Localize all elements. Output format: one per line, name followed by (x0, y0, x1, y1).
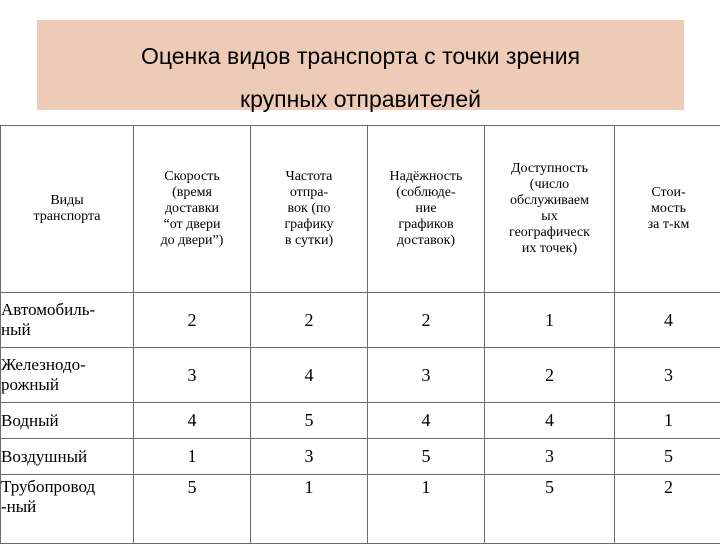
row-label-auto: Автомобиль- ный (1, 293, 134, 348)
header-label: Скорость (время доставки “от двери до двери”) (161, 169, 224, 249)
header-cost (615, 126, 720, 293)
row-label-pipeline: Трубопровод -ный (1, 475, 134, 544)
title-line-2: крупных отправителей (37, 86, 684, 113)
header-row (1, 126, 720, 293)
header-accessibility (485, 126, 615, 293)
header-label: Надёжность (соблюде- ние графиков доставок) (390, 169, 463, 249)
table-cell: 2 (134, 293, 251, 348)
table-cell: 5 (134, 475, 251, 544)
table-cell: 4 (134, 403, 251, 439)
row-label-air: Воздушный (1, 439, 134, 475)
header-reliability (368, 126, 485, 293)
table-row (1, 403, 720, 439)
table-cell: 4 (615, 293, 720, 348)
table-cell: 2 (368, 293, 485, 348)
table-cell: 5 (251, 403, 368, 439)
table-row (1, 475, 720, 544)
table-cell: 1 (615, 403, 720, 439)
table-cell: 5 (485, 475, 615, 544)
table-row (1, 293, 720, 348)
table-cell: 4 (485, 403, 615, 439)
table-cell: 2 (485, 348, 615, 403)
transport-comparison-table (0, 125, 720, 544)
table-cell: 4 (368, 403, 485, 439)
table-cell: 5 (615, 439, 720, 475)
table-cell: 1 (368, 475, 485, 544)
table-cell: 2 (615, 475, 720, 544)
title-line-1: Оценка видов транспорта с точки зрения (37, 43, 684, 70)
table-cell: 3 (134, 348, 251, 403)
table-cell: 4 (251, 348, 368, 403)
header-frequency (251, 126, 368, 293)
table-cell: 3 (485, 439, 615, 475)
table-cell: 1 (134, 439, 251, 475)
header-label: Стои- мость за т-км (648, 185, 690, 233)
header-label: Виды транспорта (33, 193, 100, 225)
title-banner (37, 20, 684, 110)
header-speed (134, 126, 251, 293)
table-cell: 1 (485, 293, 615, 348)
table-cell: 3 (615, 348, 720, 403)
table-cell: 1 (251, 475, 368, 544)
header-label: Частота отпра- вок (по графику в сутки) (284, 169, 333, 249)
table-cell: 2 (251, 293, 368, 348)
row-label-water: Водный (1, 403, 134, 439)
row-label-rail: Железнодо- рожный (1, 348, 134, 403)
table-cell: 3 (368, 348, 485, 403)
header-transport-types (1, 126, 134, 293)
table-cell: 3 (251, 439, 368, 475)
table-cell: 5 (368, 439, 485, 475)
table-row (1, 439, 720, 475)
table-row (1, 348, 720, 403)
header-label: Доступность (число обслуживаем ых географическ их точек) (509, 161, 590, 257)
